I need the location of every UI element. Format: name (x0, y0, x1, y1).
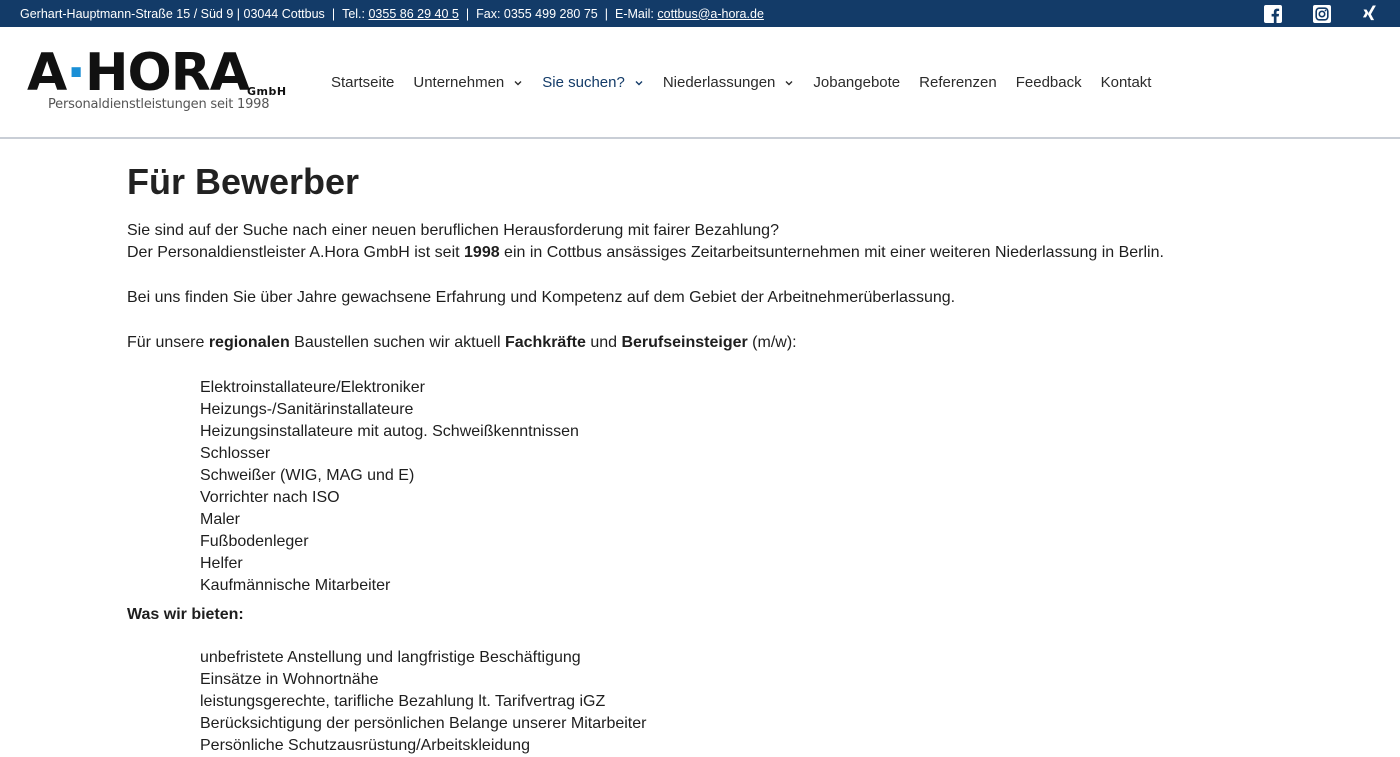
chevron-down-icon (784, 78, 794, 88)
separator: | (465, 6, 470, 21)
email-label: E-Mail: (615, 6, 654, 21)
list-item: Helfer (200, 555, 243, 572)
list-item: Einsätze in Wohnortnähe (200, 671, 379, 688)
company-logo[interactable] (27, 43, 287, 119)
main-navigation (331, 74, 1170, 91)
nav-sie-suchen[interactable]: Sie suchen? (542, 74, 644, 91)
top-info-bar (0, 0, 1400, 27)
search-paragraph: Für unsere regionalen Baustellen suchen wir aktuell Fachkräfte und Berufseinsteiger (m/w): (127, 334, 797, 351)
social-links (1265, 4, 1380, 24)
separator: | (331, 6, 336, 21)
list-item: Kaufmännische Mitarbeiter (200, 577, 391, 594)
main-content (127, 160, 1227, 757)
list-item: Schlosser (200, 445, 271, 462)
list-item: Vorrichter nach ISO (200, 489, 340, 506)
list-item: Heizungsinstallateure mit autog. Schweißkenntnissen (200, 423, 579, 440)
list-item: Heizungs-/Sanitärinstallateure (200, 401, 414, 418)
page-title: Für Bewerber (127, 161, 360, 202)
site-header (0, 27, 1400, 139)
address-text: Gerhart-Hauptmann-Straße 15 / Süd 9 | 03044 Cottbus (20, 6, 325, 21)
nav-feedback[interactable]: Feedback (1015, 74, 1082, 91)
list-item: Fußbodenleger (200, 533, 309, 550)
list-item: unbefristete Anstellung und langfristige Beschäftigung (200, 649, 581, 666)
intro-paragraph: Sie sind auf der Suche nach einer neuen beruflichen Herausforderung mit fairer Bezahlung? Der Personaldienstleister A.Hora GmbH ist seit 1998 ein in Cottbus ansässiges Zeitarbeitsunternehmen mit einer weiteren Niederlassung in Berlin. (127, 222, 1164, 261)
list-item: Elektroinstallateure/Elektroniker (200, 379, 425, 396)
tel-label: Tel.: (342, 6, 365, 21)
list-item: Persönliche Schutzausrüstung/Arbeitskleidung (200, 737, 530, 754)
chevron-down-icon (513, 78, 523, 88)
nav-jobangebote[interactable]: Jobangebote (813, 74, 901, 91)
fax-value: 0355 499 280 75 (503, 6, 598, 21)
chevron-down-icon (634, 78, 644, 88)
facebook-icon[interactable] (1263, 4, 1283, 24)
nav-niederlassungen[interactable]: Niederlassungen (663, 74, 795, 91)
job-list (200, 377, 1227, 597)
nav-referenzen[interactable]: Referenzen (919, 74, 997, 91)
nav-kontakt[interactable]: Kontakt (1100, 74, 1152, 91)
list-item: leistungsgerechte, tarifliche Bezahlung lt. Tarifvertrag iGZ (200, 693, 606, 710)
xing-icon[interactable] (1360, 4, 1380, 24)
fax-label: Fax: (476, 6, 501, 21)
offers-list (200, 647, 1227, 757)
offers-heading: Was wir bieten: (127, 606, 244, 623)
separator: | (604, 6, 608, 21)
email-link[interactable]: cottbus@a-hora.de (657, 6, 764, 21)
contact-info (20, 7, 764, 21)
experience-paragraph: Bei uns finden Sie über Jahre gewachsene Erfahrung und Kompetenz auf dem Gebiet der Arbeitnehmerüberlassung. (127, 289, 956, 306)
logo-wordmark: A·HORA (27, 43, 250, 103)
nav-startseite[interactable]: Startseite (331, 74, 395, 91)
list-item: Schweißer (WIG, MAG und E) (200, 467, 415, 484)
list-item: Berücksichtigung der persönlichen Belange unserer Mitarbeiter (200, 715, 647, 732)
list-item: Maler (200, 511, 241, 528)
logo-tagline: Personaldienstleistungen seit 1998 (48, 97, 270, 112)
nav-unternehmen[interactable]: Unternehmen (413, 74, 523, 91)
instagram-icon[interactable] (1312, 4, 1332, 24)
logo-gmbh: GmbH (247, 85, 287, 98)
tel-link[interactable]: 0355 86 29 40 5 (368, 6, 459, 21)
